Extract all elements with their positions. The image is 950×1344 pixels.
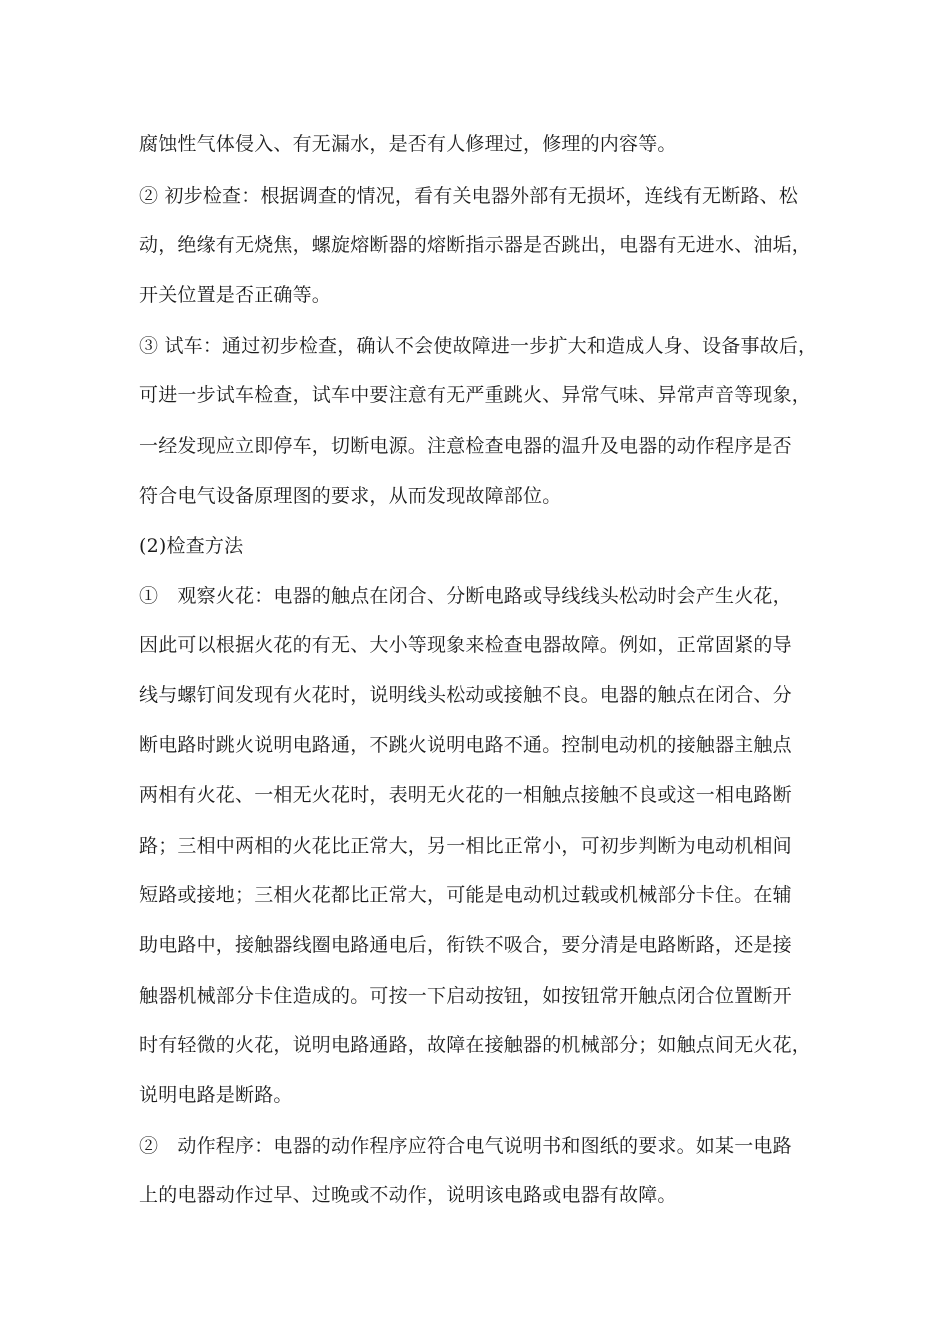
text-line: 腐蚀性气体侵入、有无漏水，是否有人修理过，修理的内容等。 [139, 133, 677, 155]
text-line: 触器机械部分卡住造成的。可按一下启动按钮，如按钮常开触点闭合位置断开 [139, 985, 792, 1007]
text-line: 短路或接地；三相火花都比正常大，可能是电动机过载或机械部分卡住。在辅 [139, 884, 792, 906]
text-line: 可进一步试车检查，试车中要注意有无严重跳火、异常气味、异常声音等现象， [139, 384, 812, 406]
text-line: ① 观察火花：电器的触点在闭合、分断电路或导线线头松动时会产生火花， [139, 585, 792, 607]
text-line: ② 初步检查：根据调查的情况，看有关电器外部有无损坏，连线有无断路、松 [139, 185, 799, 207]
text-line: 路；三相中两相的火花比正常大，另一相比正常小，可初步判断为电动机相间 [139, 835, 792, 857]
text-line: 符合电气设备原理图的要求，从而发现故障部位。 [139, 485, 562, 507]
text-line: 助电路中，接触器线圈电路通电后，衔铁不吸合，要分清是电路断路，还是接 [139, 934, 792, 956]
text-line: 因此可以根据火花的有无、大小等现象来检查电器故障。例如，正常固紧的导 [139, 634, 792, 656]
text-line: ③ 试车：通过初步检查，确认不会使故障进一步扩大和造成人身、设备事故后， [139, 335, 818, 357]
text-line: 线与螺钉间发现有火花时，说明线头松动或接触不良。电器的触点在闭合、分 [139, 684, 792, 706]
text-line: 上的电器动作过早、过晚或不动作，说明该电路或电器有故障。 [139, 1184, 677, 1206]
text-line: ② 动作程序：电器的动作程序应符合电气说明书和图纸的要求。如某一电路 [139, 1135, 792, 1157]
section-heading: (2)检查方法 [139, 535, 244, 557]
text-line: 时有轻微的火花，说明电路通路，故障在接触器的机械部分；如触点间无火花， [139, 1034, 812, 1056]
text-line: 动，绝缘有无烧焦，螺旋熔断器的熔断指示器是否跳出，电器有无进水、油垢， [139, 234, 812, 256]
text-line: 一经发现应立即停车，切断电源。注意检查电器的温升及电器的动作程序是否 [139, 435, 792, 457]
text-line: 说明电路是断路。 [139, 1084, 293, 1106]
text-line: 开关位置是否正确等。 [139, 284, 332, 306]
text-line: 两相有火花、一相无火花时，表明无火花的一相触点接触不良或这一相电路断 [139, 784, 792, 806]
text-line: 断电路时跳火说明电路通，不跳火说明电路不通。控制电动机的接触器主触点 [139, 734, 792, 756]
